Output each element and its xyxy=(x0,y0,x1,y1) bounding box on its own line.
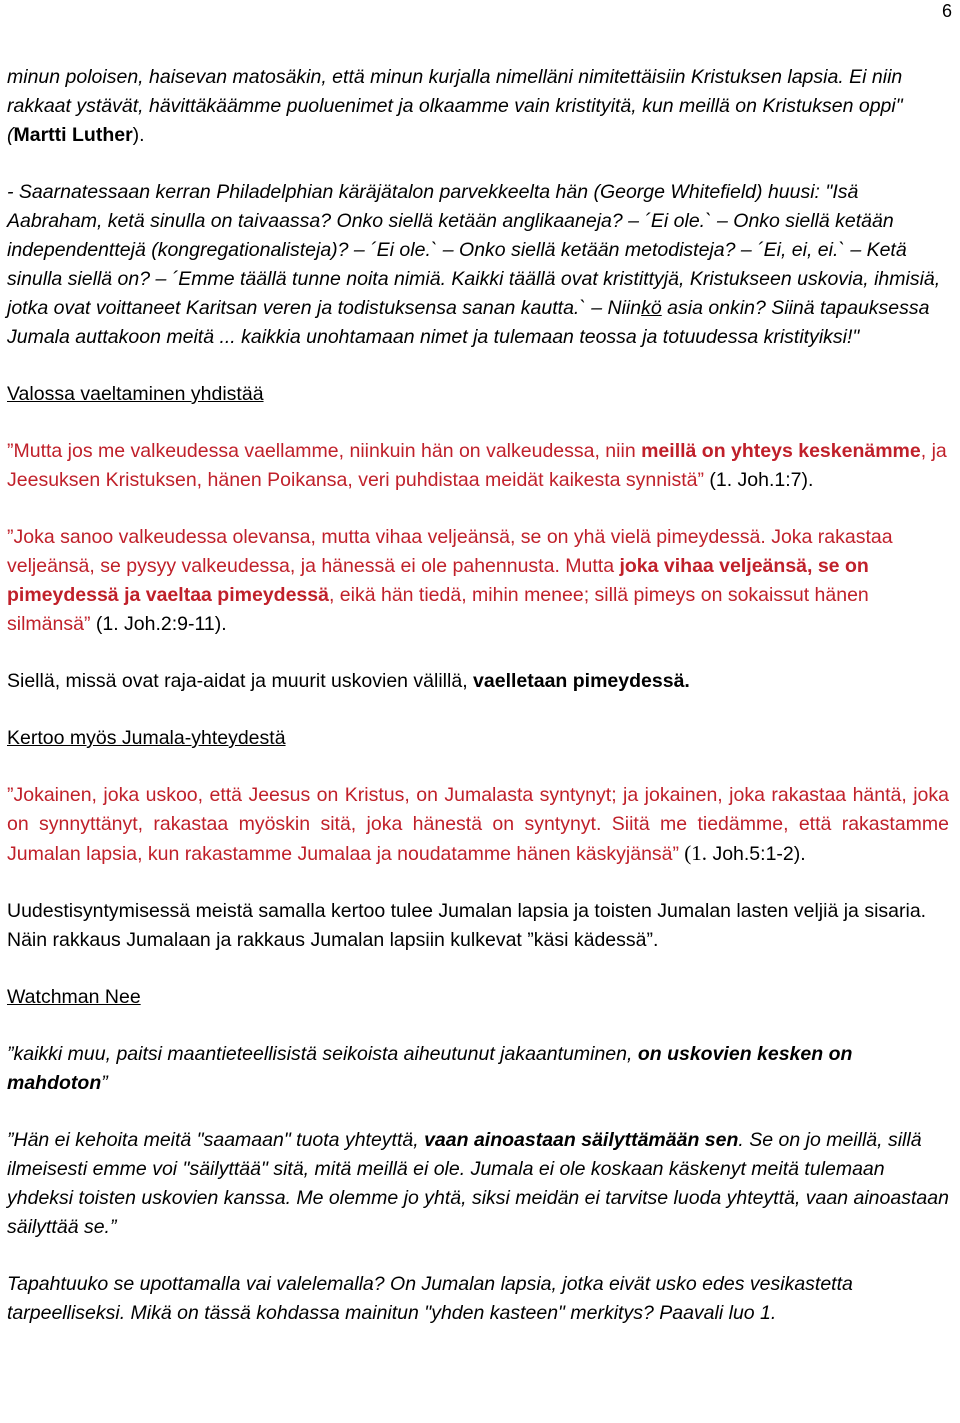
quote-text-end: ” xyxy=(101,1072,108,1094)
quote-text: ”Joka sanoo valkeudessa olevansa, mutta vihaa veljeänsä, se on yhä vielä pimeydessä. Joka rakastaa veljeänsä, se pysyy valkeudessa, ja hänessä ei ole pahennusta. Mutta xyxy=(7,526,893,577)
heading-kertoo: Kertoo myös Jumala-yhteydestä xyxy=(7,727,286,749)
whitefield-text-end: asia onkin? Siinä tapauksessa Jumala auttakoon meitä ... kaikkia unohtamaan nimet ja tulemaan teossa ja totuudessa kristityiksi!" xyxy=(7,297,930,348)
quote-text: ”kaikki muu, paitsi maantieteellisistä seikoista aiheutunut jakaantuminen, xyxy=(7,1043,638,1065)
nee-quote-1 xyxy=(7,1040,949,1098)
uudestisyntyminen-paragraph: Uudestisyntymisessä meistä samalla kertoo tulee Jumalan lapsia ja toisten Jumalan lasten veljiä ja sisaria. Näin rakkaus Jumalaan ja rakkaus Jumalan lapsiin kulkevat ”käsi kädessä”. xyxy=(7,900,927,951)
quote-emphasis: meillä on yhteys keskenämme xyxy=(641,440,921,462)
paragraph-text: Siellä, missä ovat raja-aidat ja muurit uskovien välillä, xyxy=(7,670,474,692)
raja-aidat-paragraph xyxy=(7,667,949,696)
quote-reference: (1. Joh.1:7). xyxy=(703,469,814,491)
quote-emphasis: on uskovien kesken on mahdoton xyxy=(7,1043,853,1094)
quote-emphasis: joka vihaa veljeänsä, se on pimeydessä ja vaeltaa pimeydessä xyxy=(7,555,869,606)
quote-text-end: . Se on jo meillä, sillä ilmeisesti emme voi "säilyttää" sitä, mitä meillä ei ole. Jumala ei ole koskaan käskenyt meitä tulemaan yhdeksi toisten uskovien kanssa. Me olemme jo yhtä, siksi meidän ei tarvitse luoda yhteyttä, vaan ainoastaan säilyttää se.” xyxy=(7,1129,949,1238)
heading-valossa: Valossa vaeltaminen yhdistää xyxy=(7,383,264,405)
whitefield-underlined: kö xyxy=(641,297,662,319)
heading-watchman-nee: Watchman Nee xyxy=(7,986,141,1008)
quote-joh-2-9 xyxy=(7,523,949,639)
quote-text: ”Mutta jos me valkeudessa vaellamme, niinkuin hän on valkeudessa, niin xyxy=(7,440,642,462)
quote-text: ”Hän ei kehoita meitä "saamaan" tuota yhteyttä, xyxy=(7,1129,425,1151)
quote-reference-number: (1. xyxy=(679,841,708,865)
quote-text-end: , eikä hän tiedä, mihin menee; sillä pimeys on sokaissut hänen silmänsä” xyxy=(7,584,869,635)
quote-emphasis: vaan ainoastaan säilyttämään sen xyxy=(424,1129,739,1151)
luther-author: Martti Luther xyxy=(13,124,133,146)
document-body xyxy=(7,63,949,1356)
quote-reference: (1. Joh.2:9-11). xyxy=(90,613,227,635)
quote-text-end: , ja Jeesuksen Kristuksen, hänen Poikansa, veri puhdistaa meidät kaikesta synnistä” xyxy=(7,440,947,491)
nee-quote-2 xyxy=(7,1126,949,1242)
quote-joh-5-1 xyxy=(7,781,949,869)
quote-joh-1-7 xyxy=(7,437,949,495)
quote-reference: Joh.5:1-2). xyxy=(707,843,806,865)
paragraph-emphasis: vaelletaan pimeydessä. xyxy=(473,670,690,692)
luther-text-end: ). xyxy=(132,124,145,146)
luther-paragraph xyxy=(7,63,949,150)
whitefield-text: - Saarnatessaan kerran Philadelphian käräjätalon parvekkeelta hän (George Whitefield) huusi: "Isä Aabraham, ketä sinulla on taivaassa? Onko siellä ketään anglikaaneja? – ´Ei ole.` – Onko siellä ketään independenttejä (kongregationalisteja)? – ´Ei ole.` – Onko siellä ketään metodisteja? – ´Ei, ei, ei.` – Ketä sinulla siellä on? – ´Emme täällä tunne noita nimiä. Kaikki täällä ovat kristittyjä, Kristukseen uskovia, ihmisiä, jotka ovat voittaneet Karitsan veren ja todistuksensa sanan kautta.` – Niin xyxy=(7,181,941,319)
luther-text: minun poloisen, haisevan matosäkin, että minun kurjalla nimelläni nimitettäisiin Kristuksen lapsia. Ei niin rakkaat ystävät, hävittäkäämme puoluenimet ja olkaamme vain kristityitä, kun meillä on Kristuksen oppi" ( xyxy=(7,66,903,146)
whitefield-paragraph xyxy=(7,178,949,352)
page-number: 6 xyxy=(941,1,952,21)
nee-quote-3: Tapahtuuko se upottamalla vai valelemalla? On Jumalan lapsia, jotka eivät usko edes vesikastetta tarpeelliseksi. Mikä on tässä kohdassa mainitun "yhden kasteen" merkitys? Paavali luo 1. xyxy=(7,1273,853,1324)
quote-text: ”Jokainen, joka uskoo, että Jeesus on Kristus, on Jumalasta syntynyt; ja jokainen, joka rakastaa häntä, joka on synnyttänyt, rakastaa myöskin sitä, joka hänestä on syntynyt. Siitä me tiedämme, että rakastamme Jumalan lapsia, kun rakastamme Jumalaa ja noudatamme hänen käskyjänsä” xyxy=(7,784,949,865)
